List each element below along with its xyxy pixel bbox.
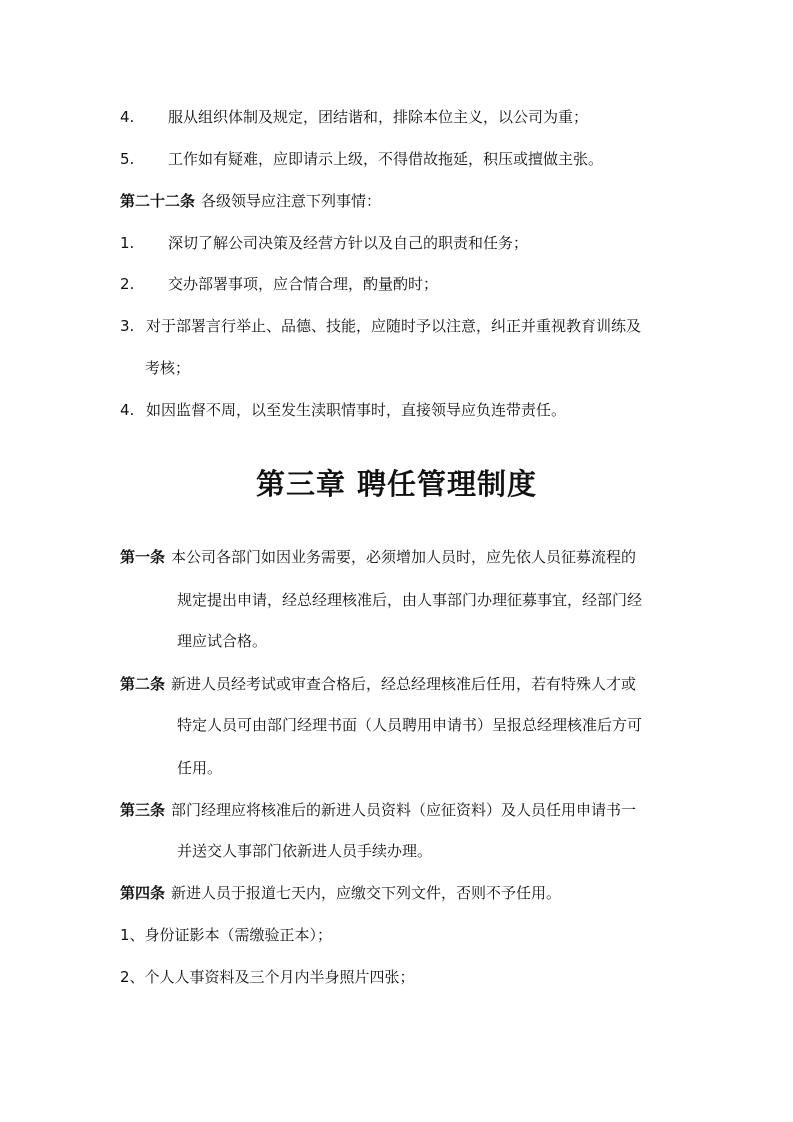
article-3 xyxy=(120,800,636,820)
article-text: 新进人员经考试或审查合格后，经总经理核准后任用，若有特殊人才或 xyxy=(171,675,637,693)
chapter-title: 第三章 聘任管理制度 xyxy=(255,467,538,501)
article-text-continued: 理应试合格。 xyxy=(177,632,268,650)
article-title: 第三条 xyxy=(120,801,166,819)
list-number: 1. xyxy=(120,234,135,252)
list-item xyxy=(120,400,566,420)
list-item xyxy=(120,274,438,294)
list-text: 深切了解公司决策及经营方针以及自己的职责和任务； xyxy=(168,234,529,252)
list-item xyxy=(120,316,641,336)
article-22 xyxy=(120,191,381,211)
list-number: 3. xyxy=(120,317,135,335)
article-1 xyxy=(120,547,636,567)
list-continuation: 考核； xyxy=(145,359,191,377)
document-list-item: 2、个人人事资料及三个月内半身照片四张； xyxy=(120,968,415,986)
list-text: 如因监督不周，以至发生渎职情事时，直接领导应负连带责任。 xyxy=(146,401,567,419)
document-list-item: 1、身份证影本（需缴验正本）； xyxy=(120,926,333,944)
list-item xyxy=(120,107,588,127)
article-2 xyxy=(120,674,636,694)
list-text: 服从组织体制及规定，团结谐和，排除本位主义，以公司为重； xyxy=(168,108,589,126)
article-text-continued: 规定提出申请，经总经理核准后，由人事部门办理征募事宜，经部门经 xyxy=(177,591,643,609)
article-title: 第二条 xyxy=(120,675,166,693)
article-title: 第一条 xyxy=(120,548,166,566)
article-text: 各级领导应注意下列事情： xyxy=(201,192,382,210)
list-number: 4. xyxy=(120,108,135,126)
article-title: 第二十二条 xyxy=(120,192,196,210)
list-number: 2. xyxy=(120,275,135,293)
article-4 xyxy=(120,883,561,903)
article-title: 第四条 xyxy=(120,884,166,902)
list-text: 交办部署事项，应合情合理，酌量酌时； xyxy=(168,275,439,293)
article-text: 新进人员于报道七天内，应缴交下列文件，否则不予任用。 xyxy=(171,884,562,902)
article-text-continued: 并送交人事部门依新进人员手续办理。 xyxy=(177,842,433,860)
article-text-continued: 任用。 xyxy=(177,759,223,777)
list-number: 5. xyxy=(120,150,135,168)
list-item xyxy=(120,149,603,169)
article-text-continued: 特定人员可由部门经理书面（人员聘用申请书）呈报总经理核准后方可 xyxy=(177,716,643,734)
list-text: 对于部署言行举止、品德、技能，应随时予以注意，纠正并重视教育训练及 xyxy=(146,317,642,335)
article-text: 本公司各部门如因业务需要，必须增加人员时，应先依人员征募流程的 xyxy=(171,548,637,566)
list-text: 工作如有疑难，应即请示上级，不得借故拖延，积压或擅做主张。 xyxy=(168,150,604,168)
list-number: 4. xyxy=(120,401,135,419)
article-text: 部门经理应将核准后的新进人员资料（应征资料）及人员任用申请书一 xyxy=(171,801,637,819)
list-item xyxy=(120,233,528,253)
